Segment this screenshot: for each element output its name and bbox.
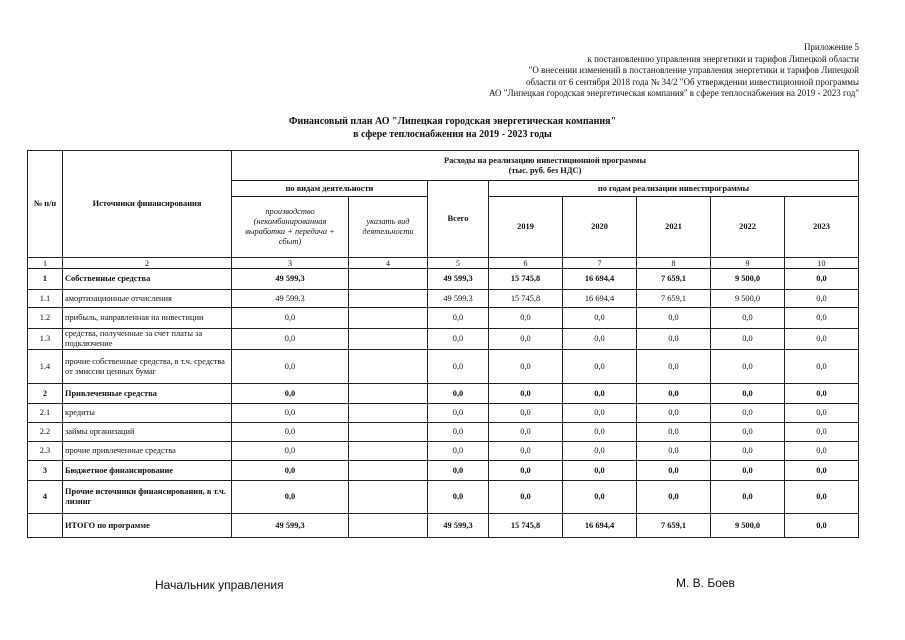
table-row [28, 442, 859, 461]
row-value-2022: 9 500,0 [711, 269, 785, 290]
header-total: Всего [428, 181, 489, 258]
row-value-2021: 0,0 [637, 423, 711, 442]
row-value-2019: 0,0 [489, 329, 563, 350]
row-production-value: 0,0 [232, 423, 349, 442]
row-total-value: 0,0 [428, 442, 489, 461]
row-value-2023: 0,0 [785, 384, 859, 404]
row-other-activity-value [349, 442, 428, 461]
row-value-2022: 0,0 [711, 350, 785, 384]
row-value-2020: 0,0 [563, 461, 637, 481]
row-other-activity-value [349, 514, 428, 538]
row-total-value: 49 599,3 [428, 514, 489, 538]
row-other-activity-value [349, 290, 428, 308]
header-year: 2019 [489, 197, 563, 258]
row-number: 1.2 [28, 308, 63, 329]
header-source: Источники финансирования [63, 151, 232, 258]
row-value-2022: 0,0 [711, 404, 785, 423]
row-number [28, 514, 63, 538]
row-other-activity-value [349, 308, 428, 329]
row-source-name: ИТОГО по программе [63, 514, 232, 538]
row-value-2021: 0,0 [637, 329, 711, 350]
row-value-2020: 16 694,4 [563, 290, 637, 308]
row-source-name: Собственные средства [63, 269, 232, 290]
row-number: 1 [28, 269, 63, 290]
row-value-2022: 0,0 [711, 461, 785, 481]
column-index: 8 [637, 258, 711, 269]
row-value-2019: 0,0 [489, 384, 563, 404]
row-total-value: 0,0 [428, 308, 489, 329]
header-num: № п/п [28, 151, 63, 258]
row-number: 2.2 [28, 423, 63, 442]
row-number: 1.1 [28, 290, 63, 308]
row-value-2021: 0,0 [637, 308, 711, 329]
row-value-2019: 15 745,8 [489, 290, 563, 308]
column-index-row [28, 258, 859, 269]
table-row [28, 384, 859, 404]
row-value-2020: 0,0 [563, 404, 637, 423]
row-value-2023: 0,0 [785, 461, 859, 481]
row-value-2023: 0,0 [785, 514, 859, 538]
appendix-line: к постановлению управления энергетики и тарифов Липецкой области [587, 53, 859, 64]
row-value-2020: 0,0 [563, 481, 637, 514]
row-total-value: 0,0 [428, 461, 489, 481]
row-other-activity-value [349, 350, 428, 384]
table-body [28, 258, 859, 538]
column-index: 3 [232, 258, 349, 269]
row-value-2020: 0,0 [563, 423, 637, 442]
table-row [28, 514, 859, 538]
signature-position: Начальник управления [155, 578, 284, 592]
row-value-2020: 0,0 [563, 384, 637, 404]
signature-name: М. В. Боев [676, 576, 735, 590]
table-header [28, 151, 859, 258]
title-line-1: Финансовый план АО "Липецкая городская энергетическая компания" [288, 116, 617, 127]
appendix-line: Приложение 5 [803, 42, 859, 52]
row-value-2023: 0,0 [785, 308, 859, 329]
row-total-value: 0,0 [428, 384, 489, 404]
row-number: 4 [28, 481, 63, 514]
row-value-2022: 0,0 [711, 481, 785, 514]
row-value-2021: 0,0 [637, 442, 711, 461]
row-other-activity-value [349, 384, 428, 404]
row-source-name: Бюджетное финансирование [63, 461, 232, 481]
row-value-2023: 0,0 [785, 329, 859, 350]
row-production-value: 49 599,3 [232, 269, 349, 290]
row-value-2023: 0,0 [785, 404, 859, 423]
table-row [28, 404, 859, 423]
row-source-name: кредиты [63, 404, 232, 423]
row-number: 2.1 [28, 404, 63, 423]
row-production-value: 0,0 [232, 404, 349, 423]
header-year: 2021 [637, 197, 711, 258]
row-number: 3 [28, 461, 63, 481]
header-year: 2022 [711, 197, 785, 258]
row-value-2023: 0,0 [785, 481, 859, 514]
column-index: 9 [711, 258, 785, 269]
row-value-2022: 0,0 [711, 423, 785, 442]
table-row [28, 481, 859, 514]
row-source-name: прибыль, направленная на инвестиции [63, 308, 232, 329]
row-source-name: Прочие источники финансирования, в т.ч. лизинг [63, 481, 232, 514]
header-by-year: по годам реализации инвестпрограммы [489, 181, 859, 197]
row-production-value: 0,0 [232, 308, 349, 329]
row-value-2021: 7 659,1 [637, 514, 711, 538]
row-value-2021: 0,0 [637, 461, 711, 481]
appendix-note [489, 42, 859, 100]
row-other-activity-value [349, 461, 428, 481]
row-source-name: средства, полученные за счет платы за подключение [63, 329, 232, 350]
row-source-name: амортизационные отчисления [63, 290, 232, 308]
row-source-name: Привлеченные средства [63, 384, 232, 404]
column-index: 4 [349, 258, 428, 269]
row-production-value: 0,0 [232, 442, 349, 461]
row-value-2021: 7 659,1 [637, 290, 711, 308]
appendix-line: области от 6 сентября 2018 года № 34/2 "Об утверждении инвестиционной программы [525, 76, 859, 87]
row-value-2022: 0,0 [711, 308, 785, 329]
table-row [28, 461, 859, 481]
row-other-activity-value [349, 404, 428, 423]
row-total-value: 0,0 [428, 423, 489, 442]
column-index: 5 [428, 258, 489, 269]
row-value-2022: 0,0 [711, 442, 785, 461]
row-number: 1.4 [28, 350, 63, 384]
row-total-value: 0,0 [428, 481, 489, 514]
row-value-2021: 0,0 [637, 350, 711, 384]
table-row [28, 308, 859, 329]
row-total-value: 0,0 [428, 404, 489, 423]
row-source-name: прочие собственные средства, в т.ч. средства от эмиссии ценных бумаг [63, 350, 232, 384]
header-specify-activity: указать вид деятельности [349, 197, 428, 258]
row-value-2019: 0,0 [489, 350, 563, 384]
row-number: 2 [28, 384, 63, 404]
row-value-2022: 9 500,0 [711, 290, 785, 308]
table-row [28, 329, 859, 350]
row-value-2021: 7 659,1 [637, 269, 711, 290]
row-number: 2.3 [28, 442, 63, 461]
row-value-2023: 0,0 [785, 442, 859, 461]
table-row [28, 269, 859, 290]
row-value-2023: 0,0 [785, 350, 859, 384]
row-value-2020: 0,0 [563, 329, 637, 350]
header-production: производство (некомбинированная выработка + передача + сбыт) [232, 197, 349, 258]
row-production-value: 0,0 [232, 481, 349, 514]
row-value-2020: 0,0 [563, 308, 637, 329]
row-production-value: 0,0 [232, 350, 349, 384]
document-title [0, 116, 905, 141]
row-value-2020: 16 694,4 [563, 514, 637, 538]
table-row [28, 423, 859, 442]
row-value-2023: 0,0 [785, 423, 859, 442]
row-production-value: 49 599,3 [232, 290, 349, 308]
row-value-2021: 0,0 [637, 481, 711, 514]
row-number: 1.3 [28, 329, 63, 350]
row-value-2020: 0,0 [563, 350, 637, 384]
row-value-2020: 0,0 [563, 442, 637, 461]
column-index: 6 [489, 258, 563, 269]
row-other-activity-value [349, 329, 428, 350]
financial-plan-table [27, 150, 859, 538]
header-expenses-title: Расходы на реализацию инвестиционной программы [443, 155, 647, 165]
appendix-line: АО "Липецкая городская энергетическая компания" в сфере теплоснабжения на 2019 - 2023 год" [488, 88, 859, 99]
row-total-value: 49 599,3 [428, 290, 489, 308]
row-total-value: 0,0 [428, 329, 489, 350]
row-value-2019: 0,0 [489, 423, 563, 442]
row-value-2020: 16 694,4 [563, 269, 637, 290]
column-index: 7 [563, 258, 637, 269]
row-value-2023: 0,0 [785, 290, 859, 308]
row-production-value: 0,0 [232, 384, 349, 404]
column-index: 10 [785, 258, 859, 269]
row-value-2021: 0,0 [637, 404, 711, 423]
row-value-2019: 15 745,8 [489, 269, 563, 290]
table-row [28, 290, 859, 308]
row-value-2022: 0,0 [711, 384, 785, 404]
row-value-2019: 0,0 [489, 442, 563, 461]
row-other-activity-value [349, 423, 428, 442]
row-total-value: 49 599,3 [428, 269, 489, 290]
row-production-value: 0,0 [232, 461, 349, 481]
row-value-2019: 0,0 [489, 461, 563, 481]
row-value-2021: 0,0 [637, 384, 711, 404]
column-index: 2 [63, 258, 232, 269]
row-value-2022: 9 500,0 [711, 514, 785, 538]
header-expenses-unit: (тыс. руб. без НДС) [508, 165, 582, 175]
header-by-activity: по видам деятельности [232, 181, 428, 197]
header-expenses [232, 151, 859, 181]
row-production-value: 49 599,3 [232, 514, 349, 538]
header-year: 2020 [563, 197, 637, 258]
header-year: 2023 [785, 197, 859, 258]
row-value-2019: 15 745,8 [489, 514, 563, 538]
title-line-2: в сфере теплоснабжения на 2019 - 2023 годы [353, 128, 552, 140]
row-other-activity-value [349, 269, 428, 290]
row-value-2023: 0,0 [785, 269, 859, 290]
row-value-2019: 0,0 [489, 481, 563, 514]
row-other-activity-value [349, 481, 428, 514]
row-value-2022: 0,0 [711, 329, 785, 350]
row-value-2019: 0,0 [489, 308, 563, 329]
row-production-value: 0,0 [232, 329, 349, 350]
row-source-name: займы организаций [63, 423, 232, 442]
column-index: 1 [28, 258, 63, 269]
row-source-name: прочие привлеченные средства [63, 442, 232, 461]
table-row [28, 350, 859, 384]
row-total-value: 0,0 [428, 350, 489, 384]
row-value-2019: 0,0 [489, 404, 563, 423]
appendix-line: "О внесении изменений в постановление управления энергетики и тарифов Липецкой [528, 65, 859, 76]
